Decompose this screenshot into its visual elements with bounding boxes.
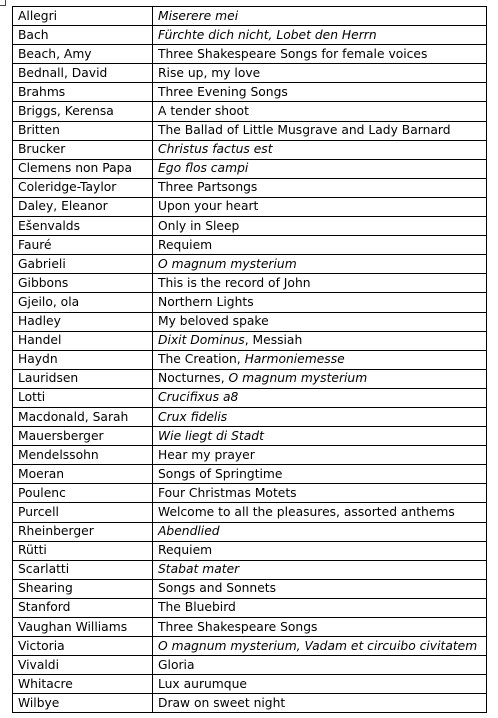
work-cell	[153, 45, 487, 64]
corner-marker	[0, 0, 6, 6]
composer-cell: Rütti	[13, 541, 153, 560]
work-title: Requiem	[158, 543, 213, 558]
work-cell	[153, 446, 487, 465]
work-title: Three Shakespeare Songs	[158, 619, 318, 634]
table-row	[13, 217, 487, 236]
work-cell	[153, 102, 487, 121]
table-row	[13, 331, 487, 350]
work-title: The Ballad of Little Musgrave and Lady Barnard	[158, 123, 451, 138]
work-title-italic: Fürchte dich nicht, Lobet den Herrn	[158, 27, 377, 42]
work-title: The Creation,	[158, 352, 245, 367]
work-cell	[153, 465, 487, 484]
work-title: Only in Sleep	[158, 218, 240, 233]
work-cell	[153, 541, 487, 560]
work-title: , Messiah	[244, 333, 303, 348]
table-row	[13, 618, 487, 637]
composer-cell: Stanford	[13, 598, 153, 617]
work-cell	[153, 598, 487, 617]
work-cell	[153, 178, 487, 197]
work-cell	[153, 350, 487, 369]
work-cell	[153, 560, 487, 579]
work-title-italic: Stabat mater	[158, 562, 240, 577]
work-title: Three Evening Songs	[158, 84, 288, 99]
table-row	[13, 579, 487, 598]
work-title: Songs of Springtime	[158, 466, 283, 481]
table-row	[13, 236, 487, 255]
composer-cell: Clemens non Papa	[13, 159, 153, 178]
table-row	[13, 7, 487, 26]
composer-cell: Coleridge-Taylor	[13, 178, 153, 197]
table-row	[13, 446, 487, 465]
table-row	[13, 45, 487, 64]
work-cell	[153, 331, 487, 350]
work-title: Four Christmas Motets	[158, 485, 297, 500]
work-title-italic: Abendlied	[158, 524, 220, 539]
work-cell	[153, 217, 487, 236]
composer-cell: Shearing	[13, 579, 153, 598]
composer-cell: Ešenvalds	[13, 217, 153, 236]
work-title: Requiem	[158, 237, 213, 252]
composer-cell: Britten	[13, 121, 153, 140]
table-row	[13, 255, 487, 274]
work-title: Draw on sweet night	[158, 695, 286, 710]
work-cell	[153, 427, 487, 446]
composer-cell: Gibbons	[13, 274, 153, 293]
work-title: Northern Lights	[158, 294, 254, 309]
table-row	[13, 675, 487, 694]
work-title-italic: Harmoniemesse	[244, 352, 345, 367]
composer-cell: Briggs, Kerensa	[13, 102, 153, 121]
work-cell	[153, 579, 487, 598]
repertoire-table	[12, 6, 487, 713]
composer-cell: Daley, Eleanor	[13, 197, 153, 216]
work-title: Lux aurumque	[158, 676, 247, 691]
work-title-italic: Crux fidelis	[158, 409, 228, 424]
work-title: A tender shoot	[158, 104, 249, 119]
work-cell	[153, 121, 487, 140]
composer-cell: Whitacre	[13, 675, 153, 694]
work-cell	[153, 656, 487, 675]
table-row	[13, 369, 487, 388]
work-title-italic: Wie liegt di Stadt	[158, 428, 264, 443]
composer-cell: Wilbye	[13, 694, 153, 713]
table-row	[13, 484, 487, 503]
table-row	[13, 541, 487, 560]
composer-cell: Vivaldi	[13, 656, 153, 675]
composer-cell: Bednall, David	[13, 64, 153, 83]
work-cell	[153, 694, 487, 713]
work-cell	[153, 675, 487, 694]
table-row	[13, 140, 487, 159]
composer-cell: Gjeilo, ola	[13, 293, 153, 312]
work-cell	[153, 637, 487, 656]
work-cell	[153, 407, 487, 426]
table-row	[13, 465, 487, 484]
work-title-italic: O magnum mysterium, Vadam et circuibo civitatem	[158, 638, 478, 653]
composer-cell: Mauersberger	[13, 427, 153, 446]
table-row	[13, 26, 487, 45]
work-cell	[153, 618, 487, 637]
work-title-italic: O magnum mysterium	[228, 371, 368, 386]
table-row	[13, 656, 487, 675]
work-title-italic: Christus factus est	[158, 142, 273, 157]
work-cell	[153, 140, 487, 159]
table-row	[13, 694, 487, 713]
composer-cell: Haydn	[13, 350, 153, 369]
table-row	[13, 637, 487, 656]
work-cell	[153, 255, 487, 274]
composer-cell: Poulenc	[13, 484, 153, 503]
table-row	[13, 598, 487, 617]
work-title: Nocturnes,	[158, 371, 229, 386]
composer-cell: Macdonald, Sarah	[13, 407, 153, 426]
work-cell	[153, 274, 487, 293]
work-title: My beloved spake	[158, 314, 269, 329]
work-cell	[153, 388, 487, 407]
composer-cell: Lauridsen	[13, 369, 153, 388]
table-row	[13, 503, 487, 522]
work-cell	[153, 197, 487, 216]
work-title-italic: Miserere mei	[158, 8, 239, 23]
work-cell	[153, 236, 487, 255]
table-row	[13, 427, 487, 446]
table-row	[13, 522, 487, 541]
work-title: Hear my prayer	[158, 447, 255, 462]
work-title: Upon your heart	[158, 199, 259, 214]
work-cell	[153, 293, 487, 312]
composer-cell: Brucker	[13, 140, 153, 159]
table-row	[13, 121, 487, 140]
composer-cell: Purcell	[13, 503, 153, 522]
work-title: Three Shakespeare Songs for female voices	[158, 46, 428, 61]
work-cell	[153, 159, 487, 178]
work-title: The Bluebird	[158, 600, 236, 615]
work-cell	[153, 484, 487, 503]
work-title: Rise up, my love	[158, 65, 261, 80]
work-cell	[153, 503, 487, 522]
work-title-italic: O magnum mysterium	[158, 256, 297, 271]
composer-cell: Brahms	[13, 83, 153, 102]
work-cell	[153, 522, 487, 541]
composer-cell: Scarlatti	[13, 560, 153, 579]
composer-cell: Fauré	[13, 236, 153, 255]
repertoire-table-body	[13, 7, 487, 713]
composer-cell: Allegri	[13, 7, 153, 26]
table-row	[13, 159, 487, 178]
table-row	[13, 350, 487, 369]
composer-cell: Bach	[13, 26, 153, 45]
composer-cell: Rheinberger	[13, 522, 153, 541]
composer-cell: Lotti	[13, 388, 153, 407]
work-title-italic: Crucifixus a8	[158, 390, 239, 405]
work-cell	[153, 64, 487, 83]
composer-cell: Vaughan Williams	[13, 618, 153, 637]
composer-cell: Hadley	[13, 312, 153, 331]
work-cell	[153, 369, 487, 388]
work-cell	[153, 7, 487, 26]
table-row	[13, 178, 487, 197]
table-row	[13, 274, 487, 293]
work-title-italic: Ego flos campi	[158, 161, 249, 176]
work-title: Welcome to all the pleasures, assorted anthems	[158, 504, 455, 519]
table-row	[13, 560, 487, 579]
composer-cell: Victoria	[13, 637, 153, 656]
table-row	[13, 102, 487, 121]
table-row	[13, 407, 487, 426]
composer-cell: Mendelssohn	[13, 446, 153, 465]
composer-cell: Beach, Amy	[13, 45, 153, 64]
table-row	[13, 64, 487, 83]
table-row	[13, 388, 487, 407]
table-row	[13, 312, 487, 331]
composer-cell: Handel	[13, 331, 153, 350]
work-title-italic: Dixit Dominus	[158, 333, 245, 348]
work-title: Three Partsongs	[158, 180, 258, 195]
work-title: Gloria	[158, 657, 195, 672]
table-row	[13, 293, 487, 312]
composer-cell: Gabrieli	[13, 255, 153, 274]
work-title: This is the record of John	[158, 275, 311, 290]
work-title: Songs and Sonnets	[158, 581, 276, 596]
work-cell	[153, 26, 487, 45]
work-cell	[153, 83, 487, 102]
table-row	[13, 83, 487, 102]
table-row	[13, 197, 487, 216]
work-cell	[153, 312, 487, 331]
composer-cell: Moeran	[13, 465, 153, 484]
